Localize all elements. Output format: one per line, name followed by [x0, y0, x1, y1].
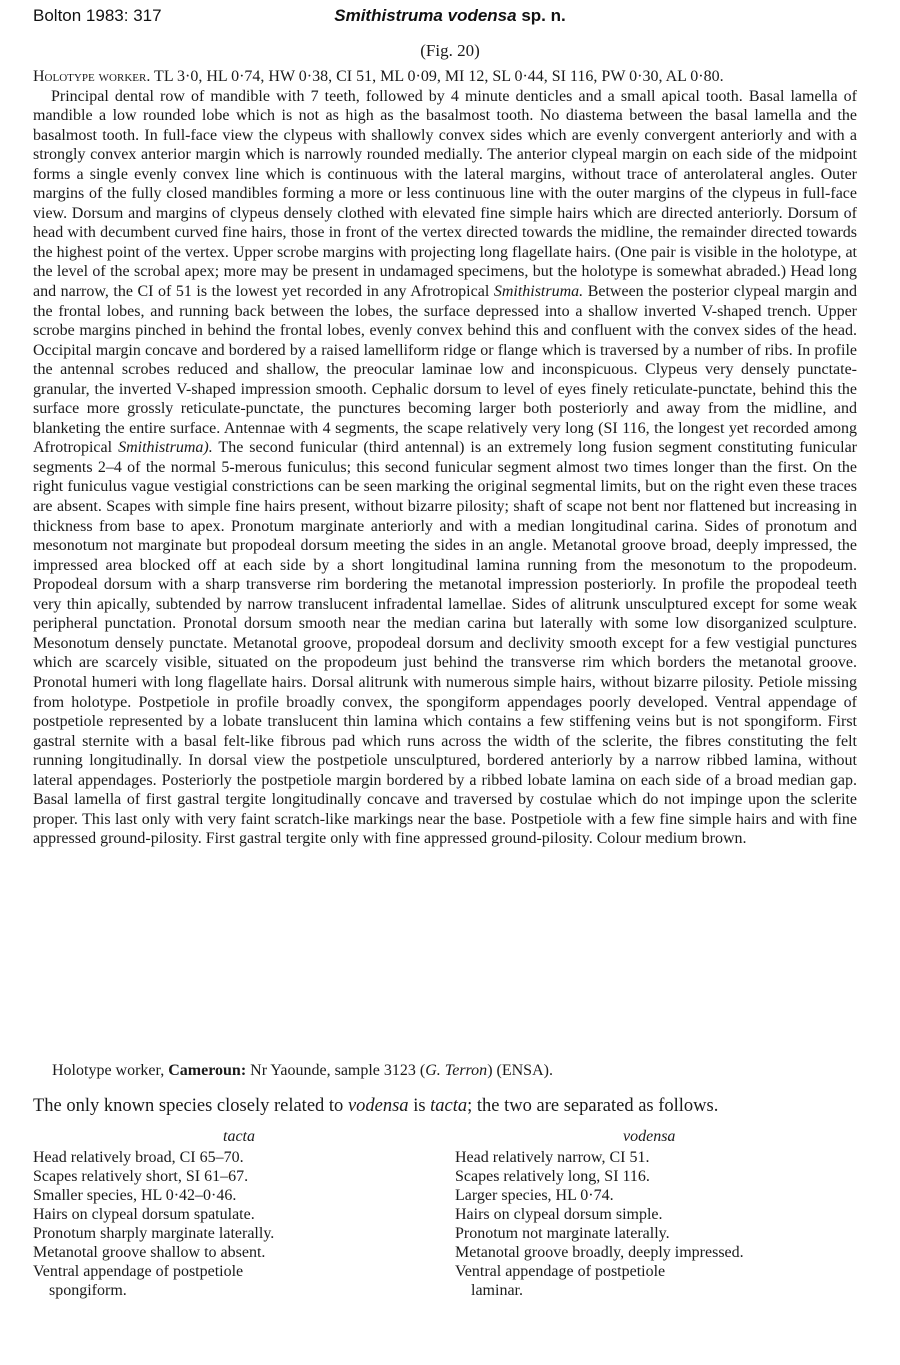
species-title	[0, 6, 900, 26]
description-body	[33, 67, 857, 849]
citation-label: Bolton 1983: 317	[33, 6, 162, 25]
genus-ref-2: Smithistruma).	[118, 439, 213, 457]
related-species-note	[33, 1096, 883, 1117]
holotype-label: Holotype worker.	[33, 68, 151, 85]
related-text-b: is	[413, 1096, 426, 1116]
key-row: Head relatively narrow, CI 51.	[455, 1149, 650, 1166]
key-row: Metanotal groove shallow to absent.	[33, 1244, 266, 1261]
description-paragraph	[33, 67, 857, 87]
species-title-name	[334, 6, 516, 25]
key-row: Hairs on clypeal dorsum simple.	[455, 1206, 663, 1223]
holotype-country: Cameroun:	[168, 1062, 247, 1079]
genus-name: Smithistruma	[334, 6, 443, 25]
key-row: Ventral appendage of postpetiole	[33, 1263, 244, 1280]
key-column-vodensa	[455, 1127, 855, 1300]
key-row: Hairs on clypeal dorsum spatulate.	[33, 1206, 255, 1223]
key-row: Metanotal groove broadly, deeply impressed.	[455, 1244, 744, 1261]
figure-reference: (Fig. 20)	[420, 41, 480, 60]
key-column-heading: vodensa	[623, 1128, 676, 1145]
key-row: Pronotum not marginate laterally.	[455, 1225, 670, 1242]
description-text-1: Principal dental row of mandible with 7 teeth, followed by 4 minute denticles and a small apical tooth. Basal lamella of mandible a low rounded lobe which is not as high as the basalmost tooth. No diastema between the basal lamella and the basalmost tooth. In full-face view the clypeus with shallowly convex sides which are evenly convergent anteriorly and with a strongly convex anterior margin which is narrowly rounded medially. The anterior clypeal margin on each side of the midpoint forms a single evenly convex line which is continuous with the lateral margins, without trace of anterolateral angles. Outer margins of the fully closed mandibles forming a more or less continuous line with the outer margins of the clypeus in full-face view. Dorsum and margins of clypeus densely clothed with elevated fine simple hairs which are directed anteriorly. Dorsum of head with decumbent curved fine hairs, those in front of the vertex directed towards the midline, the remainder directed towards the highest point of the vertex. Upper scrobe margins with projecting long flagellate hairs. (One pair is visible in the holotype, at the level of the scrobal apex; more may be present in undamaged specimens, but the holotype is somewhat abraded.) Head long and narrow, the CI of 51 is the lowest yet recorded in any Afrotropical	[33, 87, 857, 301]
key-row: laminar.	[471, 1282, 523, 1299]
holotype-collector: G. Terron	[425, 1062, 488, 1079]
holotype-record	[52, 1062, 872, 1080]
description-text-2: Between the posterior clypeal margin and the frontal lobes, and running back between the lobes, the surface depressed into a shallow inverted V-shaped trench. Upper scrobe margins pinched in behind the frontal lobes, evenly convex behind this and confluent with the convex sides of the head. Occipital margin concave and bordered by a raised lamelliform ridge or flange which is traversed by a number of ribs. In profile the antennal scrobes reduced and shallow, the preocular laminae low and inconspicuous. Clypeus very densely punctate-granular, the inverted V-shaped impression smooth. Cephalic dorsum to level of eyes finely reticulate-punctate, behind this the surface more grossly reticulate-punctate, the punctures becoming larger both posteriorly and away from the midline, and blanketing the entire surface. Antennae with 4 segments, the scape relatively very long (SI 116, the longest yet recorded among Afrotropical	[33, 283, 858, 457]
related-species-a: vodensa	[347, 1096, 409, 1116]
related-species-b: tacta	[430, 1096, 468, 1116]
holotype-suffix: ) (ENSA).	[487, 1062, 553, 1079]
species-status: sp. n.	[521, 6, 566, 25]
holotype-prefix: Holotype worker,	[52, 1062, 165, 1079]
key-column-tacta	[33, 1127, 413, 1300]
key-row: Ventral appendage of postpetiole	[455, 1263, 666, 1280]
related-text-a: The only known species closely related to	[33, 1096, 344, 1116]
species-name: vodensa	[447, 6, 517, 25]
holotype-locality: Nr Yaounde, sample 3123 (	[250, 1062, 426, 1079]
key-row: Head relatively broad, CI 65–70.	[33, 1149, 244, 1166]
description-text-3: The second funicular (third antennal) is an extremely long fusion segment constituting funicular segments 2–4 of the normal 5-merous funiculus; this second funicular segment almost two times longer than the first. On the right funiculus vague vestigial constrictions can be seen marking the original segmental limits, but on the right even these traces are absent. Scapes with simple fine hairs present, without bizarre pilosity; shaft of scape not bent nor flattened but increasing in thickness from base to apex. Pronotum marginate anteriorly and with a median longitudinal carina. Sides of pronotum and mesonotum not marginate but propodeal dorsum meeting the sides in an angle. Metanotal groove broad, deeply impressed, the impressed area blocked off at each side by a short longitudinal lamina running from the mesonotum to the propodeum. Propodeal dorsum with a sharp transverse rim bordering the metanotal impression posteriorly. In profile the propodeal teeth very thin apically, subtended by narrow translucent infradental lamellae. Sides of alitrunk unsculptured except for some weak peripheral punctation. Pronotal dorsum smooth near the median carina but laterally with some low disorganized sculpture. Mesonotum densely punctate. Metanotal groove, propodeal dorsum and declivity smooth except for a few vestigial punctures which are scarcely visible, situated on the propodeum just behind the transverse rim which borders the metanotal groove. Pronotal humeri with long flagellate hairs. Dorsal alitrunk with numerous simple hairs, without bizarre pilosity. Petiole missing from holotype. Postpetiole in profile broadly convex, the spongiform appendages poorly developed. Ventral appendage of postpetiole represented by a lobate translucent thin lamina which contains a few stiffening veins but is not spongiform. First gastral sternite with a basal felt-like fibrous pad which runs across the width of the sclerite, the fibres constituting the felt running longitudinally. In dorsal view the postpetiole unsculptured, bordered anteriorly by a narrow ribbed lamina, without lateral appendages. Posteriorly the postpetiole margin bordered by a ribbed lobate lamina on each side of a broad median gap. Basal lamella of first gastral tergite longitudinally concave and traversed by costulae which do not impinge upon the sclerite proper. This last only with very faint scratch-like markings near the base. Postpetiole with a few fine simple hairs and with fine appressed ground-pilosity. First gastral tergite only with fine appressed ground-pilosity. Colour medium brown.	[33, 439, 858, 848]
description-paragraph-main	[33, 87, 857, 849]
key-column-heading: tacta	[223, 1128, 255, 1145]
key-row: Larger species, HL 0·74.	[455, 1187, 614, 1204]
key-row: Smaller species, HL 0·42–0·46.	[33, 1187, 237, 1204]
key-row: Scapes relatively short, SI 61–67.	[33, 1168, 249, 1185]
measurements: TL 3·0, HL 0·74, HW 0·38, CI 51, ML 0·09, MI 12, SL 0·44, SI 116, PW 0·30, AL 0·80.	[154, 68, 724, 85]
key-row: spongiform.	[49, 1282, 127, 1299]
genus-ref-1: Smithistruma.	[493, 283, 584, 301]
key-row: Scapes relatively long, SI 116.	[455, 1168, 650, 1185]
related-text-c: ; the two are separated as follows.	[467, 1096, 719, 1116]
key-row: Pronotum sharply marginate laterally.	[33, 1225, 275, 1242]
